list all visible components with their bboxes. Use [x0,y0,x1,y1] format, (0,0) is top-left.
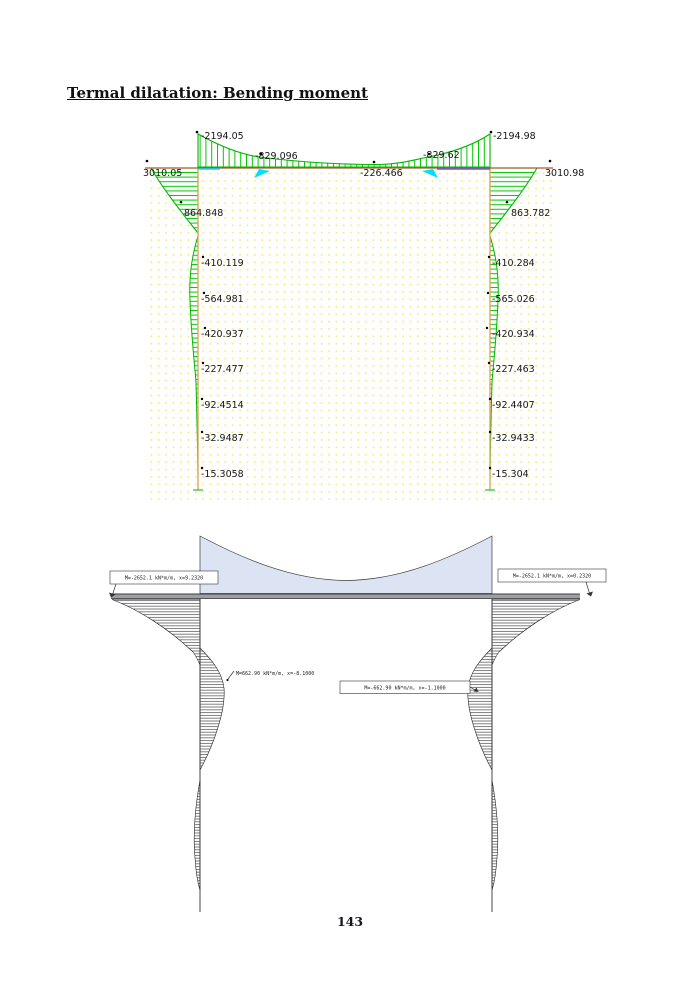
page-title: Termal dilatation: Bending moment [67,84,369,102]
left-column-moment-lobe-hatch [200,648,224,770]
moment-label: 863.782 [511,208,551,219]
moment-label: -92.4407 [492,400,535,411]
moment-label: -15.3058 [201,469,244,480]
moment-label: -420.937 [201,329,244,340]
moment-label: -92.4514 [201,400,244,411]
moment-label: -227.463 [492,364,535,375]
right-cantilever-moment-hatch [492,600,580,666]
moment-label: -410.284 [492,258,535,269]
frame-moment-diagram [109,536,606,912]
left-column-lower-moment-hatch [194,780,200,890]
moment-label: -32.9433 [492,433,535,444]
moment-label: -2194.05 [201,131,244,142]
moment-label: 3010.98 [545,168,585,179]
left-cantilever-moment-hatch [112,600,200,666]
moment-label: -829.096 [255,151,298,162]
moment-label: -15.304 [492,469,529,480]
moment-label: 864.848 [184,208,224,219]
moment-label: 3010.05 [143,168,183,179]
left-support-callout-text: M=-2652.1 kN*m/m, x=9.2320 [124,575,204,582]
moment-label: -564.981 [201,294,244,305]
left-span-callout-text: M=662.90 kN*m/m, x=-8.1000 [236,671,315,677]
left-span-point-marker [226,679,228,681]
moment-label: -226.466 [360,168,403,179]
right-support-callout-text: M=-2652.1 kN*m/m, x=0.2320 [512,573,592,580]
right-span-callout-text: M=-662.90 kN*m/m, x=-1.1000 [364,685,446,692]
moment-label: -420.934 [492,329,535,340]
bending-moment-diagram [143,131,584,500]
moment-label: -32.9487 [201,433,244,444]
moment-label: -565.026 [492,294,535,305]
moment-label: -410.119 [201,258,244,269]
right-column-moment-lobe-hatch [468,648,492,770]
left-span-leader [228,671,234,679]
moment-label: -227.477 [201,364,244,375]
page-number: 143 [336,914,364,929]
moment-label: -829.62 [423,150,460,161]
deck-slab [111,594,580,598]
right-column-lower-moment-hatch [492,780,498,890]
right-support-leader-arrowhead-icon [587,592,594,597]
deck-moment-blue-region [200,536,492,594]
moment-label: -2194.98 [493,131,536,142]
